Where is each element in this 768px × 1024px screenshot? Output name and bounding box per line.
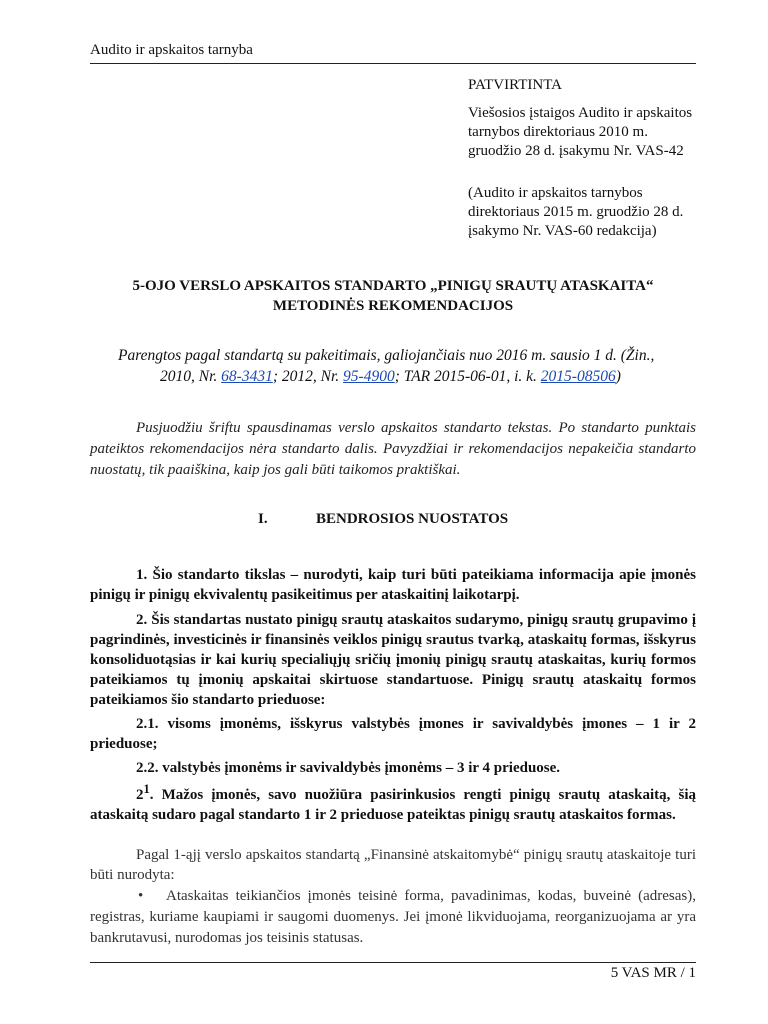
prepared-text-4: ; TAR 2015-06-01, i. k.	[394, 368, 541, 385]
approval-text: Viešosios įstaigos Audito ir apskaitos tarnybos direktoriaus 2010 m. gruodžio 28 d. įsakymu Nr. VAS-42	[468, 105, 693, 159]
bullet-icon: •	[138, 888, 144, 904]
paragraph-2a-text: . Mažos įmonės, savo nuožiūra pasirinkusios rengti pinigų srautų ataskaitą, šią ataskaitą sudaro pagal standarto 1 ir 2 prieduose pateiktas pinigų srautų ataskaitos formas.	[90, 787, 696, 823]
paragraph-1: 1. Šio standarto tikslas – nurodyti, kaip turi būti pateikiama informacija apie įmonės pinigų ir pinigų ekvivalentų pasikeitimus per ataskaitinį laikotarpį.	[90, 567, 696, 603]
section-number: I.	[258, 511, 268, 527]
section-title: BENDROSIOS NUOSTATOS	[316, 511, 509, 527]
page-header: Audito ir apskaitos tarnyba	[90, 42, 696, 64]
paragraph-plain: Pagal 1-ąjį verslo apskaitos standartą „Finansinė atskaitomybė“ pinigų srautų ataskaitoje turi būti nurodyta:	[90, 847, 696, 883]
paragraph-2: 2. Šis standartas nustato pinigų srautų ataskaitos sudarymo, pinigų srautų grupavimo į pagrindinės, investicinės ir finansinės veiklos pinigų srautus tvarką, ataskaitų formas, išskyrus konsoliduotąsias ir kai kurių specialiųjų sričių įmonių pinigų srautų ataskaitas, kurių formos pateikiamos tų įmonių apskaitai skirtuose standartuose. Pinigų srautų ataskaitų formos pateikiamos šio standarto prieduose:	[90, 612, 696, 708]
prepared-text-2: 2010, Nr.	[160, 368, 222, 385]
approval-label: PATVIRTINTA	[468, 77, 563, 93]
footer-divider	[90, 962, 696, 963]
approval-amendment: (Audito ir apskaitos tarnybos direktoriaus 2015 m. gruodžio 28 d. įsakymo Nr. VAS-60 redakcija)	[468, 185, 684, 239]
paragraph-2-1: 2.1. visoms įmonėms, išskyrus valstybės įmones ir savivaldybės įmones – 1 ir 2 prieduose;	[90, 716, 696, 752]
paragraph-2-2: 2.2. valstybės įmonėms ir savivaldybės įmonėms – 3 ir 4 prieduose.	[136, 760, 561, 776]
paragraph-2-superscript-1	[90, 779, 696, 825]
paragraph-2a-superscript: 1	[143, 782, 150, 796]
prepared-note	[118, 345, 696, 387]
prepared-text-5: )	[615, 368, 621, 385]
prepared-text-3: ; 2012, Nr.	[272, 368, 344, 385]
paragraph-2a-number: 2	[136, 787, 144, 803]
link-2015-08506[interactable]: 2015-08506	[540, 368, 616, 385]
title-line-1: 5-OJO VERSLO APSKAITOS STANDARTO „PINIGŲ SRAUTŲ ATASKAITA“	[132, 278, 654, 294]
bullet-item	[90, 886, 696, 949]
intro-note: Pusjuodžiu šriftu spausdinamas verslo apskaitos standarto tekstas. Po standarto punktais pateiktos rekomendacijos nėra standarto dalis. Pavyzdžiai ir rekomendacijos nepakeičia standarto nuostatų, tik paaiškina, kaip jos gali būti taikomos praktiškai.	[90, 420, 696, 478]
bullet-text: Ataskaitas teikiančios įmonės teisinė forma, pavadinimas, kodas, buveinė (adresas), registras, kuriame kaupiami ir saugomi duomenys. Jei įmonė likviduojama, reorganizuojama ar yra bankrutavusi, nurodomas jos teisinis statusas.	[90, 888, 696, 946]
prepared-text-1: Parengtos pagal standartą su pakeitimais, galiojančiais nuo 2016 m. sausio 1 d. (Žin.,	[118, 347, 655, 364]
page-number: 5 VAS MR / 1	[610, 965, 696, 981]
title-line-2: METODINĖS REKOMENDACIJOS	[272, 298, 514, 314]
document-title	[90, 276, 696, 316]
link-68-3431[interactable]: 68-3431	[221, 368, 273, 385]
link-95-4900[interactable]: 95-4900	[343, 368, 395, 385]
prepared-line-2	[118, 366, 696, 387]
